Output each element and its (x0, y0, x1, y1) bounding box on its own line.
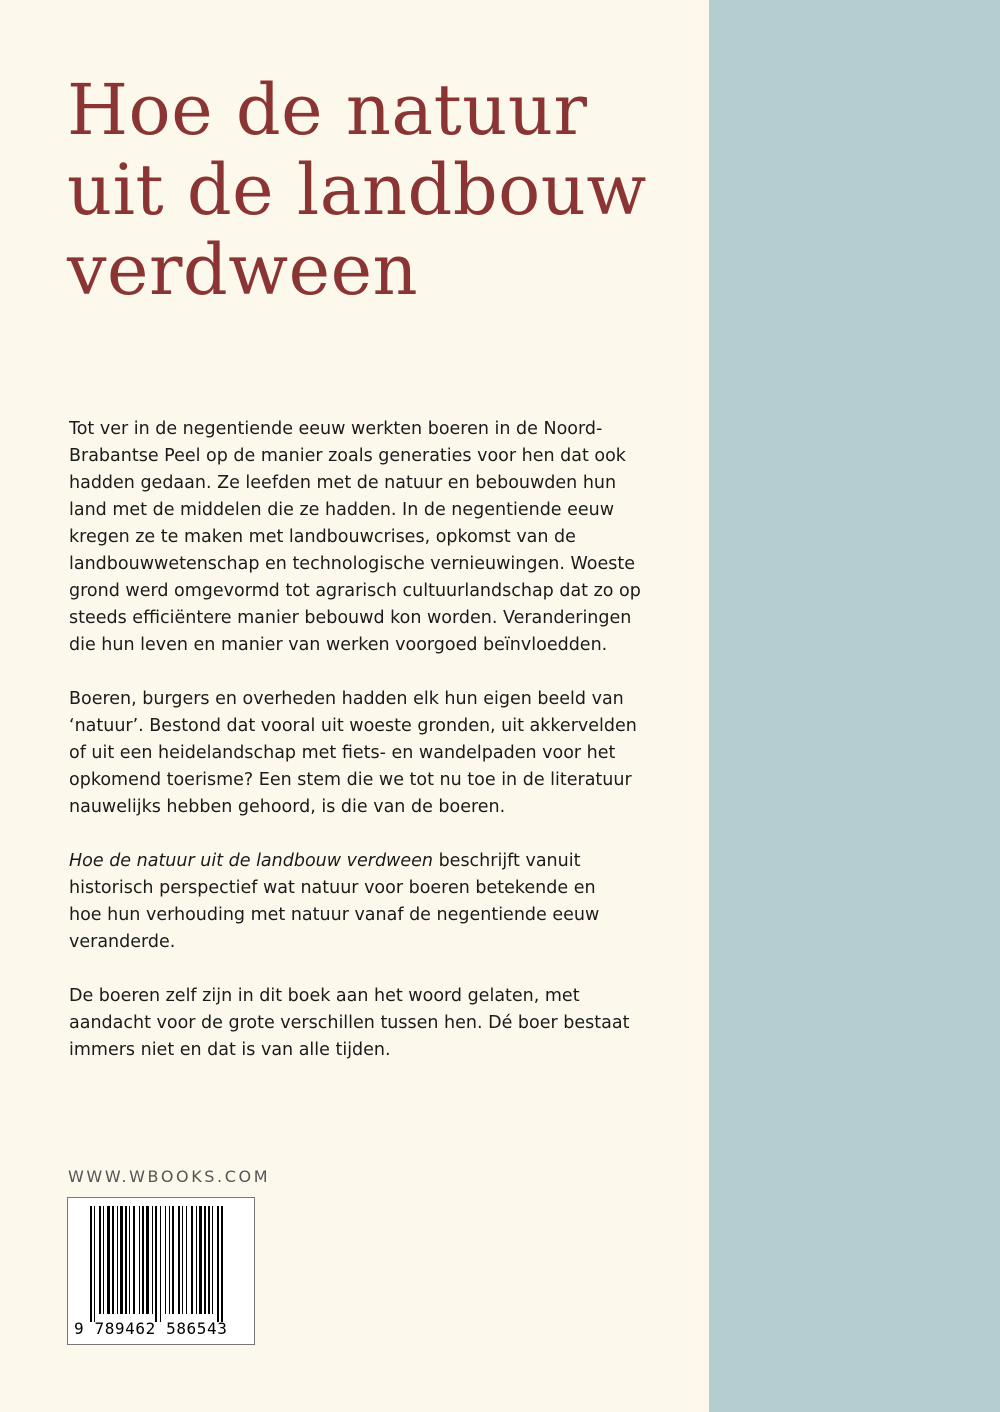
text-line: Tot ver in de negentiende eeuw werkten boeren in de Noord- (69, 419, 603, 439)
barcode-bar (112, 1206, 114, 1314)
text-line: opkomend toerisme? Een stem die we tot nu toe in de literatuur (69, 770, 632, 790)
text-line: nauwelijks hebben gehoord, is die van de boeren. (69, 797, 506, 817)
isbn-barcode (67, 1197, 255, 1345)
title-line: Hoe de natuur (67, 69, 588, 151)
back-cover-blurb (69, 416, 641, 1091)
text-line: ‘natuur’. Bestond dat vooral uit woeste gronden, uit akkervelden (69, 716, 637, 736)
text-line: land met de middelen die ze hadden. In de negentiende eeuw (69, 500, 615, 520)
text-line: grond werd omgevormd tot agrarisch cultuurlandschap dat zo op (69, 581, 641, 601)
text-line: Brabantse Peel op de manier zoals generaties voor hen dat ook (69, 446, 626, 466)
text-line: hadden gedaan. Ze leefden met de natuur en bebouwden hun (69, 473, 617, 493)
barcode-bar (152, 1206, 153, 1314)
barcode-bar (103, 1206, 104, 1314)
barcode-bar (133, 1206, 135, 1314)
blurb-paragraph-1 (69, 416, 641, 659)
barcode-bar (129, 1206, 130, 1314)
publisher-website: WWW.WBOOKS.COM (68, 1167, 271, 1186)
text-fragment: beschrijft vanuit (433, 851, 581, 871)
barcode-bar (94, 1206, 95, 1322)
barcode-bar (199, 1206, 202, 1314)
barcode-bar (178, 1206, 180, 1314)
blurb-paragraph-3 (69, 848, 629, 956)
text-line: aandacht voor de grote verschillen tussen hen. Dé boer bestaat (69, 1013, 630, 1033)
isbn-number: 9 789462 586543 (74, 1319, 228, 1338)
barcode-bar (146, 1206, 149, 1314)
barcode-bar (169, 1206, 170, 1314)
barcode-bar (221, 1206, 223, 1322)
barcode-bar (139, 1206, 140, 1314)
barcode-bar (99, 1206, 101, 1314)
barcode-bar (196, 1206, 197, 1314)
barcode-bar (212, 1206, 213, 1314)
blurb-paragraph-4 (69, 983, 629, 1064)
title-line: verdween (67, 229, 419, 311)
barcode-bar (117, 1206, 118, 1314)
barcode-bar (186, 1206, 187, 1314)
text-line: historisch perspectief wat natuur voor boeren betekende en (69, 878, 596, 898)
text-line: landbouwwetenschap en technologische vernieuwingen. Woeste (69, 554, 635, 574)
title-line: uit de landbouw (67, 149, 647, 231)
barcode-bar (160, 1206, 161, 1322)
text-line: of uit een heidelandschap met fiets- en wandelpaden voor het (69, 743, 616, 763)
barcode-bar (182, 1206, 183, 1314)
text-line: Boeren, burgers en overheden hadden elk hun eigen beeld van (69, 689, 624, 709)
barcode-bar (125, 1206, 127, 1314)
text-line (69, 848, 629, 875)
barcode-bar (172, 1206, 174, 1314)
text-line: De boeren zelf zijn in dit boek aan het woord gelaten, met (69, 986, 580, 1006)
barcode-bar (217, 1206, 219, 1322)
barcode-bar (155, 1206, 157, 1322)
text-line: veranderde. (69, 932, 176, 952)
text-line: kregen ze te maken met landbouwcrises, opkomst van de (69, 527, 576, 547)
spine-color-band (709, 0, 1000, 1412)
text-line: steeds efficiëntere manier bebouwd kon worden. Veranderingen (69, 608, 632, 628)
barcode-bar (120, 1206, 123, 1314)
text-line: immers niet en dat is van alle tijden. (69, 1040, 391, 1060)
blurb-paragraph-2 (69, 686, 637, 821)
barcode-bar (90, 1206, 92, 1322)
text-line: die hun leven en manier van werken voorgoed beïnvloedden. (69, 635, 608, 655)
italic-book-title: Hoe de natuur uit de landbouw verdween (69, 851, 433, 871)
barcode-bar (204, 1206, 206, 1314)
barcode-bar (107, 1206, 110, 1314)
barcode-bar (165, 1206, 166, 1314)
barcode-bar (208, 1206, 210, 1314)
barcode-bar (142, 1206, 144, 1314)
text-line: hoe hun verhouding met natuur vanaf de negentiende eeuw (69, 905, 600, 925)
barcode-bar (191, 1206, 193, 1314)
book-title (67, 70, 687, 310)
